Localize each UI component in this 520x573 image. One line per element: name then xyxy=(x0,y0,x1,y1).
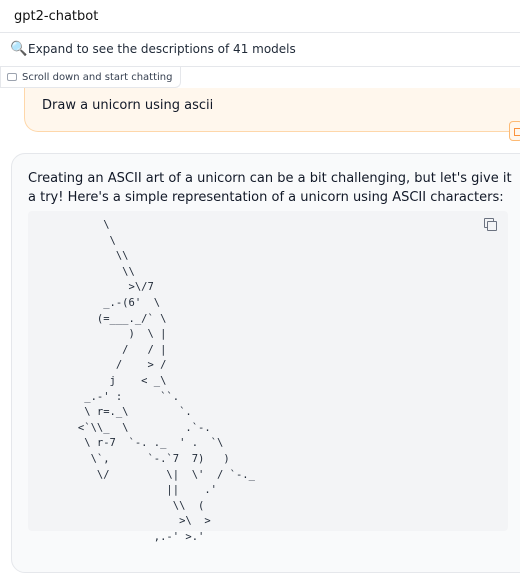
user-message-text: Draw a unicorn using ascii xyxy=(42,98,214,113)
accordion-label: Expand to see the descriptions of 41 models xyxy=(28,42,296,56)
top-bar xyxy=(0,0,520,33)
models-accordion[interactable] xyxy=(0,33,520,67)
app-title: gpt2-chatbot xyxy=(14,9,99,24)
copy-message-button[interactable] xyxy=(509,121,520,141)
copy-icon-front xyxy=(487,221,497,231)
copy-icon xyxy=(514,128,520,136)
bot-message-text: Creating an ASCII art of a unicorn can be a bit challenging, but let's give it a try! Here's a simple representation of a unicorn using ASCII characters: xyxy=(28,171,512,205)
magnifier-icon: 🔍 xyxy=(10,41,28,57)
scroll-hint-label xyxy=(0,67,181,88)
ascii-art: \ \ \\ \\ >\/7 _.-(6' \ (=___._/` \ ) \ | / / | / > / j < _\ _.-' : ``. \ r=._\ `. <`\\_ \ .`-. \ r-7 `-. ._ ' . `\ \`, `-.`7 7) ) \/ \| \' / `-._ || .' \\ ( >\ > ,.-' >.' xyxy=(77,219,255,543)
scroll-hint-text: Scroll down and start chatting xyxy=(22,71,173,83)
copy-code-button[interactable] xyxy=(484,218,498,232)
chat-icon xyxy=(7,73,17,81)
user-message-bubble xyxy=(24,88,520,132)
